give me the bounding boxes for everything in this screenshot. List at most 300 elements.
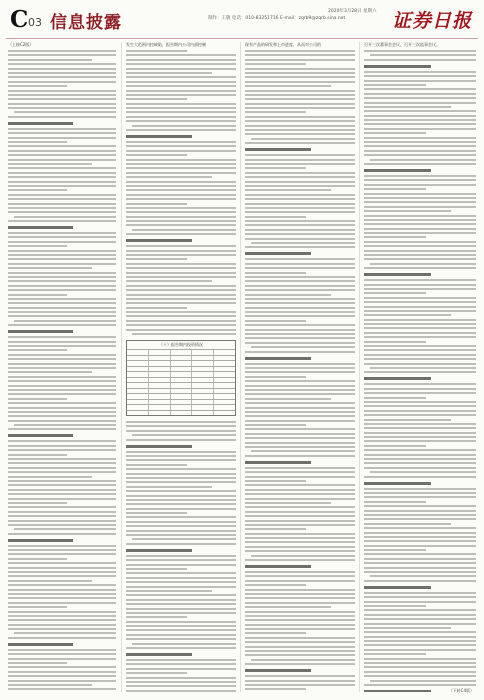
text-line — [8, 393, 116, 395]
table-cell — [149, 367, 171, 372]
text-line — [8, 236, 116, 238]
text-line — [8, 345, 116, 347]
text-line — [8, 263, 116, 265]
text-line — [245, 480, 306, 482]
column-2-body-top — [126, 50, 236, 335]
text-line — [8, 107, 116, 109]
text-line — [364, 110, 476, 112]
text-line — [8, 154, 116, 156]
text-line — [8, 245, 67, 247]
text-line — [370, 471, 476, 473]
text-line — [126, 685, 236, 687]
table-cell — [192, 400, 214, 405]
text-line — [8, 407, 116, 409]
text-line — [126, 512, 187, 514]
text-line — [126, 258, 187, 260]
text-line — [14, 111, 116, 113]
text-line — [126, 612, 236, 614]
text-line — [364, 241, 476, 243]
text-line — [245, 337, 355, 339]
text-line — [126, 329, 236, 331]
text-line — [8, 606, 67, 608]
text-line — [245, 524, 355, 526]
text-line — [126, 508, 236, 510]
subheading-line — [245, 148, 311, 151]
text-line — [8, 68, 116, 70]
text-line — [245, 415, 355, 417]
text-line — [245, 371, 355, 373]
text-line — [245, 229, 355, 231]
section-title: 信息披露 — [50, 13, 122, 33]
text-line — [364, 119, 476, 121]
text-line — [364, 605, 426, 607]
subheading-line — [245, 252, 311, 255]
text-line — [8, 85, 67, 87]
table-cell — [171, 400, 193, 405]
text-column-1 — [8, 42, 116, 692]
text-line — [245, 189, 331, 191]
text-line — [245, 515, 355, 517]
text-line — [364, 636, 476, 638]
text-line — [126, 163, 236, 165]
text-line — [8, 94, 116, 96]
text-line — [364, 106, 451, 108]
text-line — [8, 315, 116, 317]
text-line — [245, 446, 355, 448]
text-line — [8, 298, 116, 300]
table-row — [127, 410, 235, 416]
text-line — [245, 433, 355, 435]
text-line — [8, 628, 116, 630]
text-line — [364, 410, 476, 412]
text-line — [245, 298, 355, 300]
text-line — [126, 111, 236, 113]
text-line — [8, 376, 116, 378]
text-line — [8, 72, 116, 74]
text-line — [8, 220, 116, 222]
subheading-line — [364, 586, 431, 589]
table-cell — [214, 372, 235, 377]
text-line — [245, 376, 306, 378]
text-line — [126, 690, 236, 692]
text-line — [245, 628, 355, 630]
text-line — [245, 424, 306, 426]
text-line — [245, 654, 355, 656]
text-line — [245, 650, 355, 652]
text-line — [364, 310, 476, 312]
text-line — [126, 490, 236, 492]
text-line — [8, 176, 116, 178]
table-cell — [171, 350, 193, 355]
text-line — [245, 632, 306, 634]
text-line — [245, 589, 355, 591]
text-line — [364, 336, 476, 338]
text-line — [364, 427, 476, 429]
text-line — [126, 555, 236, 557]
text-line — [364, 332, 476, 334]
text-line — [126, 430, 236, 432]
text-line — [8, 498, 116, 500]
text-line — [364, 383, 476, 385]
text-line — [364, 675, 476, 677]
table-cell — [127, 400, 149, 405]
text-line — [8, 81, 116, 83]
text-line — [364, 405, 476, 407]
text-line — [8, 524, 116, 526]
text-line — [126, 216, 236, 218]
table-cell — [171, 372, 193, 377]
table-cell — [127, 356, 149, 361]
text-line — [8, 250, 116, 252]
text-line — [364, 188, 426, 190]
text-line — [126, 559, 236, 561]
text-line — [8, 671, 116, 673]
text-line — [364, 154, 476, 156]
text-line — [245, 329, 355, 331]
text-line — [126, 568, 187, 570]
text-line — [364, 449, 476, 451]
text-line — [8, 545, 116, 547]
text-line — [8, 489, 116, 491]
text-line — [245, 211, 355, 213]
text-line — [14, 632, 116, 634]
text-line — [364, 419, 451, 421]
issue-date: 2020年3月28日 星期六 — [328, 9, 377, 14]
text-line — [126, 116, 236, 118]
text-line — [245, 85, 331, 87]
text-line — [8, 385, 116, 387]
text-line — [364, 492, 476, 494]
text-line — [245, 194, 355, 196]
text-line — [126, 499, 236, 501]
text-line — [8, 415, 116, 417]
text-line — [245, 116, 355, 118]
table-cell — [149, 372, 171, 377]
text-line — [364, 206, 476, 208]
text-line — [364, 279, 476, 281]
text-line — [364, 88, 476, 90]
text-line — [245, 246, 355, 248]
text-line — [126, 603, 236, 605]
table-cell — [171, 405, 193, 410]
text-line — [8, 181, 116, 183]
text-line — [8, 150, 116, 152]
text-line — [126, 577, 236, 579]
text-line — [364, 297, 476, 299]
table-cell — [171, 383, 193, 388]
text-line — [245, 280, 355, 282]
table-cell — [127, 372, 149, 377]
text-line — [245, 315, 355, 317]
text-line — [245, 311, 355, 313]
text-line — [364, 128, 476, 130]
text-line — [8, 389, 116, 391]
text-line — [245, 476, 355, 478]
text-line — [126, 315, 236, 317]
table-cell — [149, 350, 171, 355]
text-line — [245, 289, 355, 291]
text-line — [364, 301, 476, 303]
text-line — [364, 623, 476, 625]
text-line — [364, 532, 476, 534]
text-line — [8, 172, 116, 174]
text-line — [364, 184, 476, 186]
text-line — [251, 450, 355, 452]
text-line — [364, 327, 476, 329]
text-line — [126, 495, 236, 497]
subheading-line — [245, 461, 311, 464]
text-line — [364, 179, 476, 181]
text-line — [364, 175, 476, 177]
text-line — [364, 267, 476, 269]
text-line — [245, 389, 355, 391]
text-line — [245, 224, 355, 226]
text-line — [245, 159, 355, 161]
text-line — [8, 145, 116, 147]
text-line — [364, 284, 476, 286]
text-line — [364, 137, 476, 139]
text-line — [245, 103, 355, 105]
text-line — [126, 599, 236, 601]
text-line — [8, 637, 116, 639]
text-line — [370, 680, 476, 682]
text-line — [245, 272, 306, 274]
text-line — [245, 606, 331, 608]
text-line — [364, 97, 476, 99]
text-line — [364, 228, 476, 230]
text-line — [126, 621, 236, 623]
text-line — [126, 530, 236, 532]
text-line — [364, 50, 476, 52]
text-line — [364, 319, 476, 321]
text-line — [245, 302, 355, 304]
text-line — [245, 437, 355, 439]
text-line — [126, 276, 236, 278]
text-line — [126, 68, 236, 70]
text-line — [126, 154, 187, 156]
text-line — [364, 658, 476, 660]
table-cell — [149, 356, 171, 361]
text-line — [364, 323, 476, 325]
text-line — [8, 232, 116, 234]
text-line — [126, 311, 236, 313]
text-line — [126, 638, 236, 640]
text-line — [132, 333, 236, 335]
text-line — [245, 107, 355, 109]
table-row — [127, 388, 235, 394]
text-line — [8, 267, 92, 269]
text-line — [126, 659, 236, 661]
text-line — [8, 571, 116, 573]
text-line — [245, 571, 355, 573]
table-row — [127, 360, 235, 366]
text-line — [126, 647, 236, 649]
subheading-line — [8, 330, 73, 333]
subheading-line — [126, 445, 192, 448]
text-line — [370, 263, 476, 265]
text-line — [126, 307, 187, 309]
text-line — [245, 467, 355, 469]
text-line — [126, 90, 236, 92]
text-line — [364, 354, 476, 356]
subheading-line — [126, 653, 192, 656]
text-line — [364, 93, 476, 95]
text-line — [126, 477, 236, 479]
text-line — [364, 59, 476, 61]
text-line — [8, 363, 116, 365]
text-line — [8, 653, 116, 655]
text-line — [245, 342, 355, 344]
text-line — [245, 506, 355, 508]
text-line — [8, 367, 116, 369]
text-line — [126, 107, 236, 109]
text-line — [245, 641, 355, 643]
text-line — [245, 367, 355, 369]
text-line — [364, 627, 451, 629]
text-line — [8, 611, 116, 613]
text-line — [8, 354, 116, 356]
text-line — [126, 425, 236, 427]
text-line — [370, 367, 476, 369]
column-2-first-line: 发生大范围内控缺陷，报告期内公司内部控制 — [126, 42, 206, 47]
text-line — [370, 54, 476, 56]
subheading-line — [245, 565, 311, 568]
table-cell — [127, 389, 149, 394]
table-cell — [192, 372, 214, 377]
text-line — [126, 81, 236, 83]
text-line — [126, 289, 236, 291]
text-line — [126, 59, 236, 61]
table-row — [127, 371, 235, 377]
text-line — [126, 103, 236, 105]
table-cell — [192, 356, 214, 361]
text-line — [8, 553, 116, 555]
subheading-line — [364, 273, 431, 276]
text-line — [126, 581, 236, 583]
text-line — [364, 662, 476, 664]
text-line — [126, 129, 236, 131]
table-cell — [171, 394, 193, 399]
text-line — [364, 545, 476, 547]
text-line — [8, 484, 116, 486]
text-line — [364, 306, 476, 308]
table-cell — [214, 367, 235, 372]
text-line — [245, 81, 355, 83]
subheading-line — [364, 169, 431, 172]
text-line — [126, 207, 236, 209]
subheading-line — [8, 226, 73, 229]
text-line — [370, 159, 476, 161]
text-line — [364, 288, 476, 290]
text-line — [8, 198, 116, 200]
text-line — [370, 575, 476, 577]
text-line — [251, 242, 355, 244]
text-line — [364, 571, 476, 573]
text-line — [364, 80, 476, 82]
text-line — [364, 567, 476, 569]
text-line — [14, 320, 116, 322]
text-line — [8, 163, 92, 165]
text-line — [245, 267, 355, 269]
table-cell — [192, 394, 214, 399]
text-line — [245, 393, 355, 395]
text-line — [126, 76, 236, 78]
text-line — [245, 550, 355, 552]
text-line — [245, 511, 355, 513]
text-line — [364, 102, 476, 104]
text-line — [8, 584, 116, 586]
text-line — [8, 207, 116, 209]
text-line — [8, 398, 67, 400]
text-line — [8, 380, 116, 382]
text-line — [8, 471, 116, 473]
text-line — [364, 345, 476, 347]
table-cell — [149, 394, 171, 399]
text-line — [364, 397, 426, 399]
text-line — [364, 476, 476, 478]
text-line — [245, 163, 355, 165]
text-line — [8, 493, 116, 495]
text-line — [126, 250, 236, 252]
table-cell — [214, 389, 235, 394]
table-cell — [149, 389, 171, 394]
text-line — [364, 163, 476, 165]
text-line — [8, 98, 116, 100]
table-cell — [214, 394, 235, 399]
column-1-body — [8, 50, 116, 692]
text-line — [8, 211, 116, 213]
text-line — [364, 193, 476, 195]
subheading-line — [364, 690, 431, 692]
text-line — [245, 94, 355, 96]
text-line — [245, 402, 355, 404]
text-line — [245, 142, 355, 144]
text-line — [126, 150, 236, 152]
table-cell — [127, 367, 149, 372]
subheading-line — [364, 482, 431, 485]
column-4-first-line: 召开三次董事会会议，召开三次监事会议。 — [364, 42, 440, 47]
text-line — [364, 254, 476, 256]
text-line — [8, 189, 67, 191]
text-line — [8, 302, 116, 304]
text-line — [364, 201, 476, 203]
text-line — [126, 272, 236, 274]
text-line — [132, 125, 236, 127]
text-line — [245, 675, 355, 677]
text-line — [245, 688, 306, 690]
table-cell — [149, 361, 171, 366]
text-line — [245, 98, 355, 100]
table-cell — [192, 383, 214, 388]
text-line — [245, 50, 355, 52]
text-line — [364, 496, 476, 498]
text-line — [364, 392, 476, 394]
text-line — [245, 575, 355, 577]
text-line — [8, 349, 67, 351]
text-line — [8, 63, 116, 65]
text-line — [245, 233, 355, 235]
text-line — [126, 516, 236, 518]
column-3-body — [245, 50, 355, 692]
text-line — [364, 505, 476, 507]
table-cell — [149, 378, 171, 383]
table-cell — [214, 400, 235, 405]
text-line — [364, 150, 476, 152]
subheading-line — [364, 65, 431, 68]
table-cell — [127, 361, 149, 366]
text-line — [364, 440, 476, 442]
text-line — [364, 436, 476, 438]
